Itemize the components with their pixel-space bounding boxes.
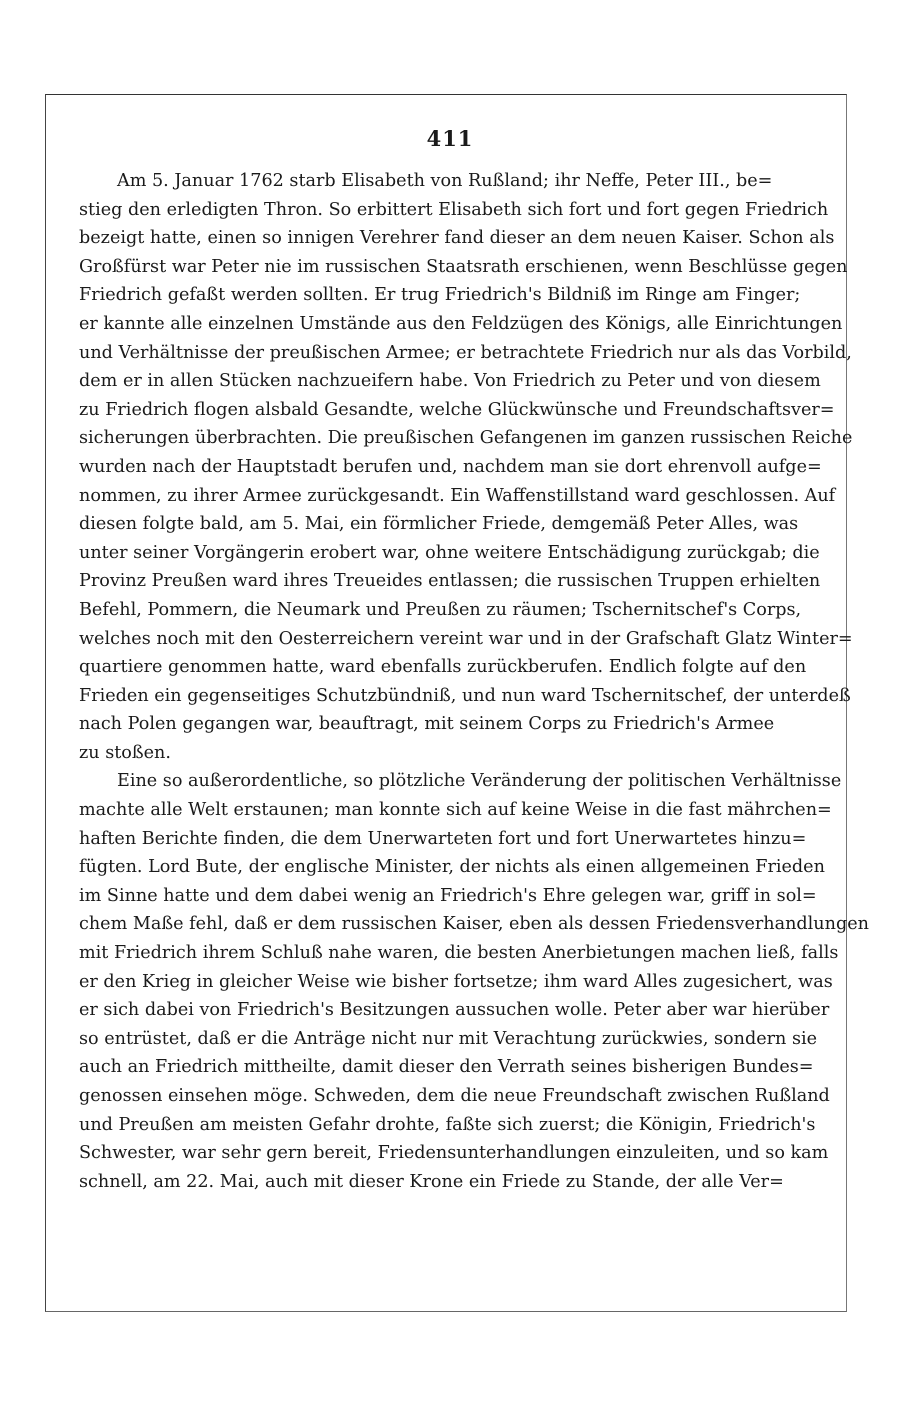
text-line: machte alle Welt erstaunen; man konnte sich auf keine Weise in die fast mährchen=	[79, 800, 832, 821]
paragraph	[79, 767, 869, 1196]
text-line: mit Friedrich ihrem Schluß nahe waren, die besten Anerbietungen machen ließ, falls	[79, 943, 839, 964]
text-line: wurden nach der Hauptstadt berufen und, nachdem man sie dort ehrenvoll aufge=	[79, 456, 822, 477]
text-line: bezeigt hatte, einen so innigen Verehrer fand dieser an dem neuen Kaiser. Schon als	[79, 228, 835, 249]
text-line: und Preußen am meisten Gefahr drohte, faßte sich zuerst; die Königin, Friedrich's	[79, 1114, 816, 1135]
text-line: Friedrich gefaßt werden sollten. Er trug Friedrich's Bildniß im Ringe am Finger;	[79, 285, 801, 306]
text-line: nommen, zu ihrer Armee zurückgesandt. Ein Waffenstillstand ward geschlossen. Auf	[79, 485, 836, 506]
text-line: zu stoßen.	[79, 742, 171, 763]
text-line: Schwester, war sehr gern bereit, Friedensunterhandlungen einzuleiten, und so kam	[79, 1143, 829, 1164]
paragraph	[79, 167, 853, 767]
text-line: fügten. Lord Bute, der englische Minister, der nichts als einen allgemeinen Frieden	[79, 857, 825, 878]
text-line: stieg den erledigten Thron. So erbittert Elisabeth sich fort und fort gegen Friedrich	[79, 199, 829, 220]
text-line: er kannte alle einzelnen Umstände aus den Feldzügen des Königs, alle Einrichtungen	[79, 313, 843, 334]
body-text	[79, 167, 869, 1196]
text-line: sicherungen überbrachten. Die preußischen Gefangenen im ganzen russischen Reiche	[79, 428, 853, 449]
text-line: welches noch mit den Oesterreichern vereint war und in der Grafschaft Glatz Winter=	[79, 628, 853, 649]
text-line: und Verhältnisse der preußischen Armee; er betrachtete Friedrich nur als das Vorbild,	[79, 342, 852, 363]
text-line: quartiere genommen hatte, ward ebenfalls zurückberufen. Endlich folgte auf den	[79, 657, 807, 678]
text-line: nach Polen gegangen war, beauftragt, mit seinem Corps zu Friedrich's Armee	[79, 714, 775, 735]
text-line: Befehl, Pommern, die Neumark und Preußen zu räumen; Tschernitschef's Corps,	[79, 599, 802, 620]
text-line: haften Berichte finden, die dem Unerwarteten fort und fort Unerwartetes hinzu=	[79, 828, 807, 849]
text-line: Großfürst war Peter nie im russischen Staatsrath erschienen, wenn Beschlüsse gegen	[79, 256, 848, 277]
text-line: auch an Friedrich mittheilte, damit dieser den Verrath seines bisherigen Bundes=	[79, 1057, 814, 1078]
text-line: dem er in allen Stücken nachzueifern habe. Von Friedrich zu Peter und von diesem	[79, 371, 821, 392]
text-line: Am 5. Januar 1762 starb Elisabeth von Rußland; ihr Neffe, Peter III., be=	[117, 171, 773, 191]
text-line: er sich dabei von Friedrich's Besitzungen aussuchen wolle. Peter aber war hierüber	[79, 1000, 830, 1021]
text-line: zu Friedrich flogen alsbald Gesandte, welche Glückwünsche und Freundschaftsver=	[79, 399, 835, 420]
text-line: genossen einsehen möge. Schweden, dem die neue Freundschaft zwischen Rußland	[79, 1086, 830, 1106]
text-line: unter seiner Vorgängerin erobert war, ohne weitere Entschädigung zurückgab; die	[79, 542, 820, 563]
text-line: schnell, am 22. Mai, auch mit dieser Krone ein Friede zu Stande, der alle Ver=	[79, 1171, 784, 1192]
text-line: chem Maße fehl, daß er dem russischen Kaiser, eben als dessen Friedensverhandlungen	[79, 914, 869, 935]
text-line: im Sinne hatte und dem dabei wenig an Friedrich's Ehre gelegen war, griff in sol=	[79, 885, 817, 906]
page-number: 411	[426, 126, 474, 151]
text-line: diesen folgte bald, am 5. Mai, ein förmlicher Friede, demgemäß Peter Alles, was	[79, 514, 799, 535]
text-line: Eine so außerordentliche, so plötzliche Veränderung der politischen Verhältnisse	[117, 771, 842, 792]
text-line: Frieden ein gegenseitiges Schutzbündniß, und nun ward Tschernitschef, der unterdeß	[79, 685, 851, 706]
text-line: Provinz Preußen ward ihres Treueides entlassen; die russischen Truppen erhielten	[79, 571, 821, 592]
text-line: so entrüstet, daß er die Anträge nicht nur mit Verachtung zurückwies, sondern sie	[79, 1028, 818, 1049]
text-line: er den Krieg in gleicher Weise wie bisher fortsetze; ihm ward Alles zugesichert, was	[79, 971, 833, 992]
